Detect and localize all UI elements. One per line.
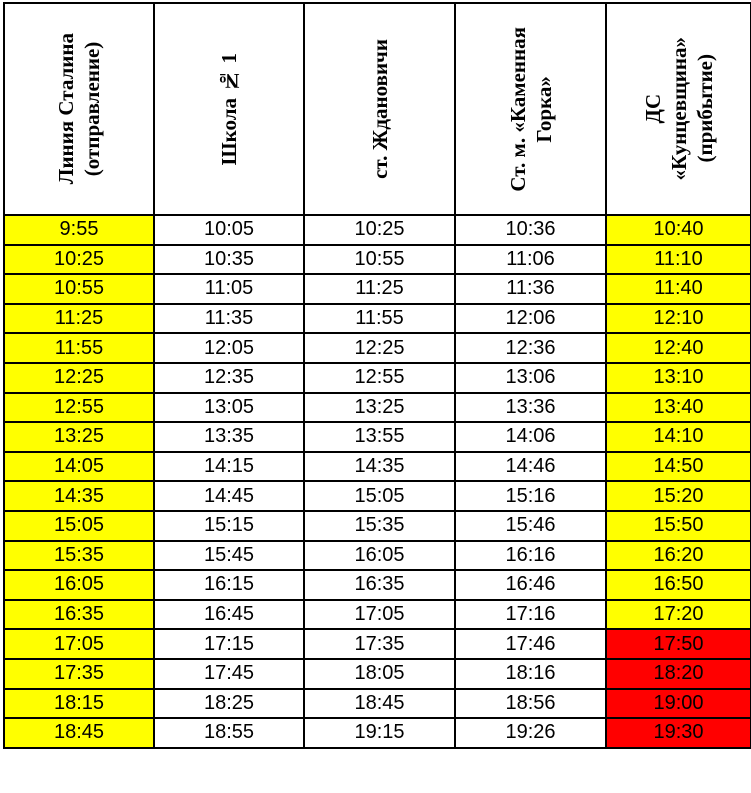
stop-time-cell: 12:25 bbox=[304, 333, 455, 363]
departure-time-cell: 15:05 bbox=[4, 511, 154, 541]
stop-time-cell: 17:45 bbox=[154, 659, 304, 689]
departure-time-cell: 18:45 bbox=[4, 718, 154, 748]
stop-time-cell: 18:05 bbox=[304, 659, 455, 689]
stop-time-cell: 15:45 bbox=[154, 541, 304, 571]
stop-time-cell: 11:25 bbox=[304, 274, 455, 304]
stop-time-cell: 18:56 bbox=[455, 689, 606, 719]
stop-time-cell: 14:15 bbox=[154, 452, 304, 482]
stop-time-cell: 17:46 bbox=[455, 629, 606, 659]
stop-time-cell: 17:15 bbox=[154, 629, 304, 659]
stop-time-cell: 14:35 bbox=[304, 452, 455, 482]
stop-time-cell: 11:05 bbox=[154, 274, 304, 304]
stop-time-cell: 16:45 bbox=[154, 600, 304, 630]
stop-time-cell: 12:36 bbox=[455, 333, 606, 363]
stop-time-cell: 12:06 bbox=[455, 304, 606, 334]
departure-time-cell: 11:55 bbox=[4, 333, 154, 363]
stop-time-cell: 19:26 bbox=[455, 718, 606, 748]
departure-time-cell: 16:05 bbox=[4, 570, 154, 600]
arrival-time-cell: 15:20 bbox=[606, 481, 751, 511]
arrival-time-cell: 13:40 bbox=[606, 393, 751, 423]
arrival-time-cell: 16:50 bbox=[606, 570, 751, 600]
arrival-time-cell: 19:30 bbox=[606, 718, 751, 748]
table-row bbox=[4, 333, 751, 363]
stop-time-cell: 15:15 bbox=[154, 511, 304, 541]
arrival-time-cell: 11:10 bbox=[606, 245, 751, 275]
stop-time-cell: 17:05 bbox=[304, 600, 455, 630]
stop-time-cell: 16:05 bbox=[304, 541, 455, 571]
header-label: ст. Ждановичи bbox=[367, 39, 392, 179]
stop-time-cell: 15:46 bbox=[455, 511, 606, 541]
departure-time-cell: 13:25 bbox=[4, 422, 154, 452]
header-row bbox=[4, 3, 751, 215]
timetable-body bbox=[4, 215, 751, 748]
stop-time-cell: 15:35 bbox=[304, 511, 455, 541]
stop-time-cell: 14:46 bbox=[455, 452, 606, 482]
header-cell-arrival bbox=[606, 3, 751, 215]
stop-time-cell: 17:35 bbox=[304, 629, 455, 659]
departure-time-cell: 17:35 bbox=[4, 659, 154, 689]
arrival-time-cell: 10:40 bbox=[606, 215, 751, 245]
stop-time-cell: 11:35 bbox=[154, 304, 304, 334]
arrival-time-cell: 15:50 bbox=[606, 511, 751, 541]
table-row bbox=[4, 541, 751, 571]
stop-time-cell: 12:35 bbox=[154, 363, 304, 393]
stop-time-cell: 19:15 bbox=[304, 718, 455, 748]
table-row bbox=[4, 481, 751, 511]
stop-time-cell: 17:16 bbox=[455, 600, 606, 630]
table-row bbox=[4, 659, 751, 689]
table-row bbox=[4, 393, 751, 423]
stop-time-cell: 13:35 bbox=[154, 422, 304, 452]
departure-time-cell: 12:55 bbox=[4, 393, 154, 423]
arrival-time-cell: 14:50 bbox=[606, 452, 751, 482]
stop-time-cell: 18:25 bbox=[154, 689, 304, 719]
table-row bbox=[4, 511, 751, 541]
table-row bbox=[4, 600, 751, 630]
stop-time-cell: 14:06 bbox=[455, 422, 606, 452]
stop-time-cell: 10:36 bbox=[455, 215, 606, 245]
header-label: ДС «Кунцевщина» (прибытие) bbox=[640, 37, 717, 181]
table-row bbox=[4, 304, 751, 334]
table-row bbox=[4, 422, 751, 452]
departure-time-cell: 17:05 bbox=[4, 629, 154, 659]
table-row bbox=[4, 689, 751, 719]
arrival-time-cell: 17:50 bbox=[606, 629, 751, 659]
arrival-time-cell: 18:20 bbox=[606, 659, 751, 689]
stop-time-cell: 14:45 bbox=[154, 481, 304, 511]
stop-time-cell: 18:55 bbox=[154, 718, 304, 748]
departure-time-cell: 10:55 bbox=[4, 274, 154, 304]
stop-time-cell: 11:06 bbox=[455, 245, 606, 275]
stop-time-cell: 16:15 bbox=[154, 570, 304, 600]
departure-time-cell: 18:15 bbox=[4, 689, 154, 719]
stop-time-cell: 13:05 bbox=[154, 393, 304, 423]
bus-timetable bbox=[3, 2, 751, 749]
stop-time-cell: 15:16 bbox=[455, 481, 606, 511]
arrival-time-cell: 12:40 bbox=[606, 333, 751, 363]
stop-time-cell: 11:55 bbox=[304, 304, 455, 334]
stop-time-cell: 12:05 bbox=[154, 333, 304, 363]
stop-time-cell: 13:25 bbox=[304, 393, 455, 423]
departure-time-cell: 9:55 bbox=[4, 215, 154, 245]
departure-time-cell: 15:35 bbox=[4, 541, 154, 571]
arrival-time-cell: 14:10 bbox=[606, 422, 751, 452]
table-row bbox=[4, 363, 751, 393]
stop-time-cell: 11:36 bbox=[455, 274, 606, 304]
stop-time-cell: 16:46 bbox=[455, 570, 606, 600]
departure-time-cell: 14:35 bbox=[4, 481, 154, 511]
stop-time-cell: 10:05 bbox=[154, 215, 304, 245]
departure-time-cell: 11:25 bbox=[4, 304, 154, 334]
table-row bbox=[4, 718, 751, 748]
stop-time-cell: 10:55 bbox=[304, 245, 455, 275]
table-row bbox=[4, 245, 751, 275]
stop-time-cell: 10:25 bbox=[304, 215, 455, 245]
header-label: Ст. м. «Каменная Горка» bbox=[505, 26, 556, 192]
table-row bbox=[4, 629, 751, 659]
stop-time-cell: 15:05 bbox=[304, 481, 455, 511]
stop-time-cell: 18:16 bbox=[455, 659, 606, 689]
table-row bbox=[4, 452, 751, 482]
arrival-time-cell: 11:40 bbox=[606, 274, 751, 304]
header-label: Школа № 1 bbox=[217, 52, 241, 166]
stop-time-cell: 16:35 bbox=[304, 570, 455, 600]
header-cell-zhdanovichi bbox=[304, 3, 455, 215]
stop-time-cell: 13:36 bbox=[455, 393, 606, 423]
stop-time-cell: 12:55 bbox=[304, 363, 455, 393]
table-row bbox=[4, 215, 751, 245]
table-row bbox=[4, 274, 751, 304]
header-label: Линия Сталина (отправление) bbox=[54, 33, 104, 185]
arrival-time-cell: 13:10 bbox=[606, 363, 751, 393]
departure-time-cell: 14:05 bbox=[4, 452, 154, 482]
stop-time-cell: 13:55 bbox=[304, 422, 455, 452]
arrival-time-cell: 17:20 bbox=[606, 600, 751, 630]
stop-time-cell: 18:45 bbox=[304, 689, 455, 719]
header-cell-departure bbox=[4, 3, 154, 215]
stop-time-cell: 13:06 bbox=[455, 363, 606, 393]
table-row bbox=[4, 570, 751, 600]
departure-time-cell: 12:25 bbox=[4, 363, 154, 393]
departure-time-cell: 16:35 bbox=[4, 600, 154, 630]
arrival-time-cell: 12:10 bbox=[606, 304, 751, 334]
departure-time-cell: 10:25 bbox=[4, 245, 154, 275]
arrival-time-cell: 16:20 bbox=[606, 541, 751, 571]
header-cell-school-1 bbox=[154, 3, 304, 215]
header-cell-kamennaya-gorka bbox=[455, 3, 606, 215]
stop-time-cell: 10:35 bbox=[154, 245, 304, 275]
stop-time-cell: 16:16 bbox=[455, 541, 606, 571]
arrival-time-cell: 19:00 bbox=[606, 689, 751, 719]
